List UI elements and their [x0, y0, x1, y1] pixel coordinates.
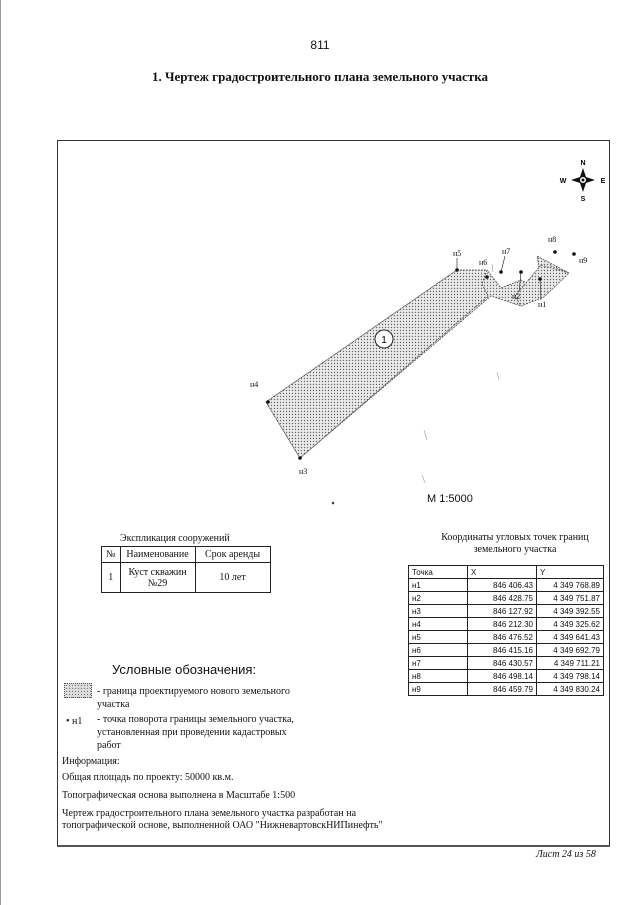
point-n9: [572, 252, 576, 256]
point-label-n7: н7: [502, 247, 511, 256]
svg-text:E: E: [600, 178, 606, 185]
map-scale: М 1:5000: [427, 493, 473, 505]
coord-cell-x: 846 212.30: [468, 618, 537, 631]
table-row: [409, 657, 604, 670]
compass-rose-icon: [560, 160, 606, 203]
coord-cell-y: 4 349 325.62: [537, 618, 604, 631]
parcel-number: 1: [381, 335, 387, 346]
table-header-row: № Наименование Срок аренды: [102, 547, 271, 563]
table-row: [409, 592, 604, 605]
info-label: Информация:: [62, 756, 120, 767]
table-row: 1 Куст скважин №29 10 лет: [102, 563, 271, 593]
info-note: Чертеж градостроительного плана земельного участка разработан на топографической основе, выполненной ОАО "НижневартовскНИПинефть": [62, 808, 383, 831]
legend-title: Условные обозначения:: [112, 662, 257, 677]
point-n3: [298, 456, 302, 460]
parcel-polygon-main: [266, 270, 488, 458]
coordinates-table: [408, 565, 604, 696]
coord-cell-name: н8: [409, 670, 468, 683]
table-row: [409, 605, 604, 618]
survey-mark: [332, 502, 335, 505]
page-edge: [0, 0, 1, 905]
coord-cell-name: н5: [409, 631, 468, 644]
coord-cell-x: 846 406.43: [468, 579, 537, 592]
point-label-n2: н2: [512, 292, 521, 301]
point-label-n8: н8: [548, 235, 557, 244]
site-plan-map: [57, 140, 610, 520]
coord-cell-x: 846 415.16: [468, 644, 537, 657]
info-topo: Топографическая основа выполнена в Масштабе 1:500: [62, 790, 296, 801]
page-title: 1. Чертеж градостроительного плана земельного участка: [151, 69, 488, 84]
table-row: [409, 631, 604, 644]
boundary-swatch: [64, 683, 92, 698]
frame-bottom-line: [57, 845, 610, 847]
point-n4: [266, 400, 270, 404]
coord-cell-y: 4 349 641.43: [537, 631, 604, 644]
coord-cell-y: 4 349 751.87: [537, 592, 604, 605]
table-row: [409, 579, 604, 592]
coord-cell-x: 846 459.79: [468, 683, 537, 696]
point-label-n6: н6: [479, 258, 488, 267]
coord-cell-y: 4 349 798.14: [537, 670, 604, 683]
coord-cell-x: 846 428.75: [468, 592, 537, 605]
coord-cell-name: н7: [409, 657, 468, 670]
table-row: [409, 618, 604, 631]
point-label-n3: н3: [299, 467, 308, 476]
info-area: Общая площадь по проекту: 50000 кв.м.: [62, 772, 234, 783]
point-n6: [485, 275, 489, 279]
explication-table: [101, 546, 271, 593]
point-label-n5: н5: [453, 249, 462, 258]
coord-cell-x: 846 498.14: [468, 670, 537, 683]
table-row: [409, 644, 604, 657]
table-header-row: Точка X Y: [409, 566, 604, 579]
legend-boundary-text: - граница проектируемого нового земельного участка: [97, 686, 290, 710]
table-row: [409, 670, 604, 683]
svg-text:N: N: [580, 160, 586, 167]
table-row: [409, 683, 604, 696]
coord-cell-name: н3: [409, 605, 468, 618]
coord-cell-name: н4: [409, 618, 468, 631]
coord-cell-y: 4 349 830.24: [537, 683, 604, 696]
sheet-number: Лист 24 из 58: [536, 849, 596, 860]
coordinates-caption: Координаты угловых точек границ земельного участка: [441, 532, 589, 555]
coord-cell-y: 4 349 392.55: [537, 605, 604, 618]
coord-cell-name: н9: [409, 683, 468, 696]
legend-point-symbol: • н1: [66, 716, 83, 727]
svg-text:W: W: [559, 178, 567, 185]
coord-cell-y: 4 349 711.21: [537, 657, 604, 670]
coord-cell-x: 846 127.92: [468, 605, 537, 618]
page-number: 811: [310, 38, 330, 52]
coord-cell-y: 4 349 768.89: [537, 579, 604, 592]
coord-cell-name: н6: [409, 644, 468, 657]
point-label-n1: н1: [538, 300, 547, 309]
coord-cell-x: 846 430.57: [468, 657, 537, 670]
coordinates-body: [409, 579, 604, 696]
explication-caption: Экспликация сооружений: [120, 533, 230, 544]
coord-cell-name: н2: [409, 592, 468, 605]
point-n8: [553, 250, 557, 254]
coord-cell-x: 846 476.52: [468, 631, 537, 644]
coord-cell-name: н1: [409, 579, 468, 592]
svg-text:S: S: [580, 196, 586, 203]
legend-point-text: - точка поворота границы земельного участка, установленная при проведении кадастровых работ: [97, 714, 294, 751]
point-label-n9: н9: [579, 256, 588, 265]
coord-cell-y: 4 349 692.79: [537, 644, 604, 657]
point-label-n4: н4: [250, 380, 259, 389]
